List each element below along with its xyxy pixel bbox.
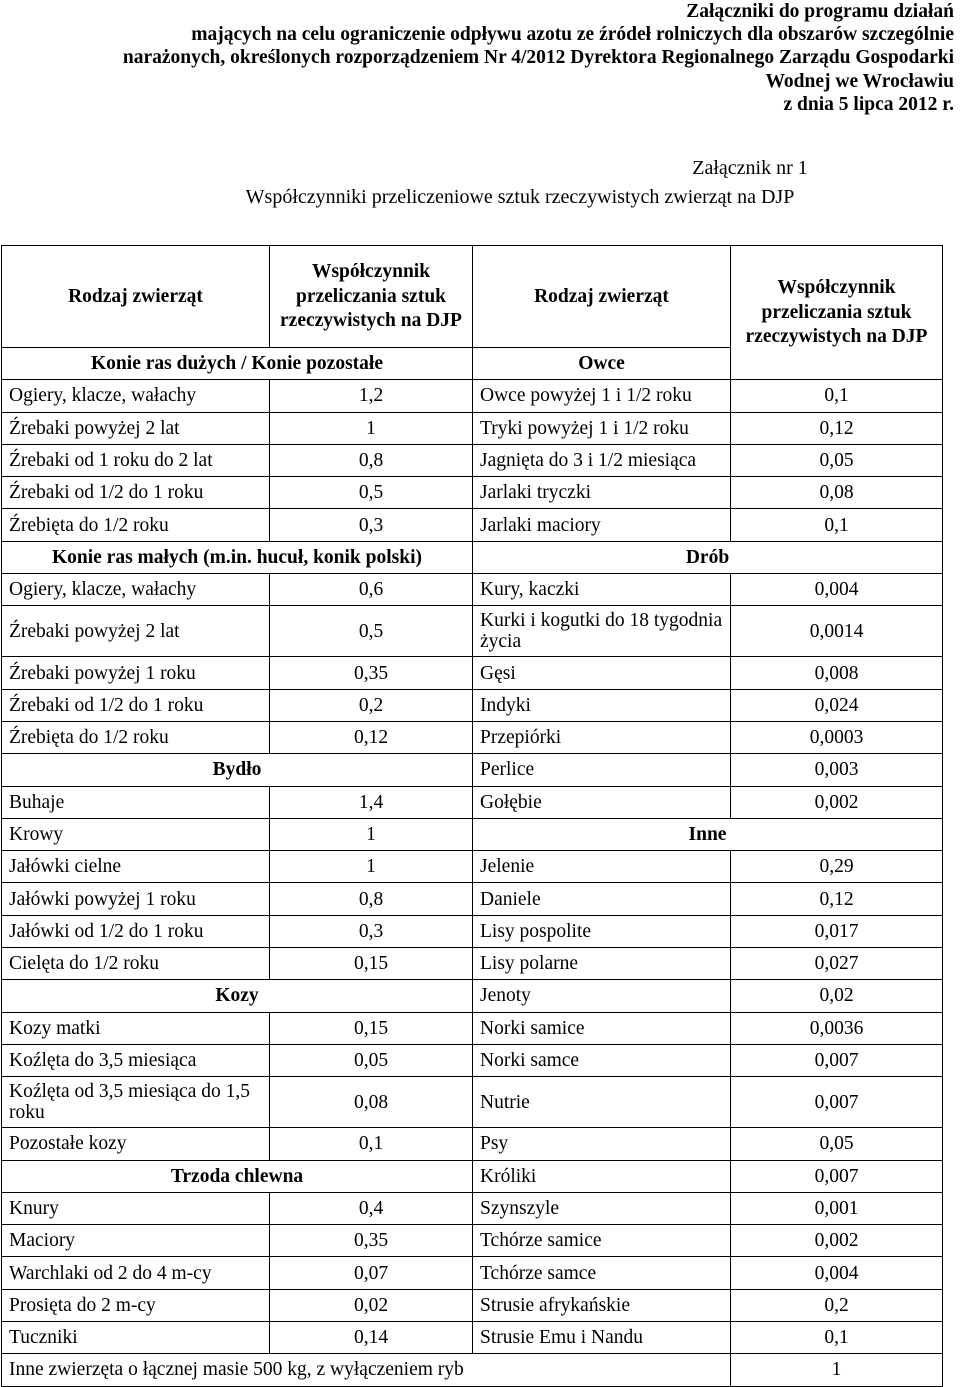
animal-name-left: Źrebaki od 1 roku do 2 lat: [2, 444, 270, 476]
table-row: [2, 477, 943, 509]
table-row: [2, 1044, 943, 1076]
coefficient-right: 0,1: [731, 380, 943, 412]
coefficient-left: 0,12: [270, 721, 473, 753]
header-line: narażonych, określonych rozporządzeniem Nr 4/2012 Dyrektora Regionalnego Zarządu Gospodarki: [122, 47, 954, 69]
table-row: [2, 948, 943, 980]
animal-name-right: Kury, kaczki: [473, 574, 731, 606]
coefficient-right: 0,008: [731, 657, 943, 689]
annex-number: Załącznik nr 1: [692, 157, 808, 179]
animal-name-right: Jarlaki maciory: [473, 509, 731, 541]
animal-name-left: Źrebaki od 1/2 do 1 roku: [2, 477, 270, 509]
animal-name-right: Perlice: [473, 754, 731, 786]
animal-name-left: Prosięta do 2 m-cy: [2, 1289, 270, 1321]
table-row: [2, 1160, 943, 1192]
animal-name-left: Kozy matki: [2, 1012, 270, 1044]
animal-name-right: Norki samce: [473, 1044, 731, 1076]
coefficient-right: 0,1: [731, 509, 943, 541]
animal-name-left: Źrebięta do 1/2 roku: [2, 509, 270, 541]
coefficient-left: 1: [270, 412, 473, 444]
table-row: [2, 980, 943, 1012]
coefficient-right: 0,0003: [731, 721, 943, 753]
coefficient-left: 0,07: [270, 1257, 473, 1289]
animal-name-right: Szynszyle: [473, 1192, 731, 1224]
section-heading-left: Trzoda chlewna: [2, 1160, 473, 1192]
coefficient-right: 0,29: [731, 851, 943, 883]
table-row: [2, 1289, 943, 1321]
coefficient-right: 0,027: [731, 948, 943, 980]
table-row: [2, 246, 943, 348]
animal-name-left: Źrebięta do 1/2 roku: [2, 721, 270, 753]
table-row: [2, 574, 943, 606]
col-header-animal-left: Rodzaj zwierząt: [2, 246, 270, 348]
animal-name-right: Lisy polarne: [473, 948, 731, 980]
coefficient-left: 1: [270, 851, 473, 883]
header-line: z dnia 5 lipca 2012 r.: [783, 93, 954, 115]
animal-name-left: Koźlęta do 3,5 miesiąca: [2, 1044, 270, 1076]
animal-name-left: Jałówki cielne: [2, 851, 270, 883]
animal-name-right: Norki samice: [473, 1012, 731, 1044]
animal-name-left: Maciory: [2, 1225, 270, 1257]
table-row: [2, 1257, 943, 1289]
animal-name-right: Gęsi: [473, 657, 731, 689]
table-row: [2, 1077, 943, 1128]
coefficient-right: 0,2: [731, 1289, 943, 1321]
coefficient-right: 0,007: [731, 1044, 943, 1076]
table-row: [2, 851, 943, 883]
table-row: [2, 1012, 943, 1044]
section-heading-left: Kozy: [2, 980, 473, 1012]
coefficient-right: 0,08: [731, 477, 943, 509]
coefficient-right: 0,024: [731, 689, 943, 721]
coefficient-left: 0,8: [270, 883, 473, 915]
animal-name-left: Warchlaki od 2 do 4 m-cy: [2, 1257, 270, 1289]
table-row: [2, 818, 943, 850]
table-row: [2, 380, 943, 412]
animal-name-right: Indyki: [473, 689, 731, 721]
coefficient-left: 0,1: [270, 1128, 473, 1160]
coefficient-left: 0,05: [270, 1044, 473, 1076]
coefficient-right: 0,007: [731, 1160, 943, 1192]
coefficient-left: 0,3: [270, 915, 473, 947]
header-line: mających na celu ograniczenie odpływu azotu ze źródeł rolniczych dla obszarów szczególnie: [191, 24, 954, 46]
animal-name-right: Jenoty: [473, 980, 731, 1012]
animal-name-left: Cielęta do 1/2 roku: [2, 948, 270, 980]
footer-label: Inne zwierzęta o łącznej masie 500 kg, z wyłączeniem ryb: [2, 1354, 731, 1386]
table-row: [2, 1128, 943, 1160]
coefficient-left: 0,15: [270, 948, 473, 980]
animal-name-left: Koźlęta od 3,5 miesiąca do 1,5 roku: [2, 1077, 270, 1128]
coefficient-left: 0,35: [270, 657, 473, 689]
table-row: [2, 509, 943, 541]
animal-name-left: Ogiery, klacze, wałachy: [2, 574, 270, 606]
animal-name-left: Knury: [2, 1192, 270, 1224]
coefficient-right: 0,002: [731, 1225, 943, 1257]
coefficient-right: 0,017: [731, 915, 943, 947]
animal-name-left: Jałówki od 1/2 do 1 roku: [2, 915, 270, 947]
animal-name-left: Ogiery, klacze, wałachy: [2, 380, 270, 412]
coefficient-right: 0,12: [731, 883, 943, 915]
coefficient-right: 0,004: [731, 574, 943, 606]
section-heading-left: Konie ras dużych / Konie pozostałe: [2, 348, 473, 380]
animal-name-right: Przepiórki: [473, 721, 731, 753]
coefficient-right: 0,02: [731, 980, 943, 1012]
animal-name-right: Jelenie: [473, 851, 731, 883]
animal-name-left: Źrebaki powyżej 1 roku: [2, 657, 270, 689]
animal-name-right: Owce powyżej 1 i 1/2 roku: [473, 380, 731, 412]
header-line: Załączniki do programu działań: [686, 1, 954, 22]
coefficient-right: 0,0036: [731, 1012, 943, 1044]
table-row: [2, 1354, 943, 1386]
djp-coefficient-table: [1, 245, 943, 1387]
coefficient-right: 0,05: [731, 444, 943, 476]
animal-name-right: Tchórze samce: [473, 1257, 731, 1289]
table-row: [2, 444, 943, 476]
table-row: [2, 915, 943, 947]
coefficient-right: 0,12: [731, 412, 943, 444]
coefficient-left: 0,14: [270, 1322, 473, 1354]
animal-name-right: Kurki i kogutki do 18 tygodnia życia: [473, 606, 731, 657]
table-row: [2, 754, 943, 786]
coefficient-left: 1: [270, 818, 473, 850]
animal-name-right: Strusie afrykańskie: [473, 1289, 731, 1321]
animal-name-right: Lisy pospolite: [473, 915, 731, 947]
footer-coefficient: 1: [731, 1354, 943, 1386]
animal-name-left: Jałówki powyżej 1 roku: [2, 883, 270, 915]
table-row: [2, 606, 943, 657]
col-header-coef-left: Współczynnik przeliczania sztuk rzeczywistych na DJP: [270, 246, 473, 348]
table-row: [2, 786, 943, 818]
annex-title: Współczynniki przeliczeniowe sztuk rzeczywistych zwierząt na DJP: [245, 186, 795, 208]
coefficient-left: 1,4: [270, 786, 473, 818]
table-row: [2, 541, 943, 573]
coefficient-left: 1,2: [270, 380, 473, 412]
coefficient-right: 0,003: [731, 754, 943, 786]
animal-name-right: Jarlaki tryczki: [473, 477, 731, 509]
col-header-animal-right: Rodzaj zwierząt: [473, 246, 731, 348]
coefficient-left: 0,4: [270, 1192, 473, 1224]
animal-name-right: Tryki powyżej 1 i 1/2 roku: [473, 412, 731, 444]
coefficient-right: 0,004: [731, 1257, 943, 1289]
coefficient-left: 0,8: [270, 444, 473, 476]
animal-name-right: Króliki: [473, 1160, 731, 1192]
coefficient-left: 0,5: [270, 606, 473, 657]
col-header-coef-right: Współczynnik przeliczania sztuk rzeczywistych na DJP: [731, 246, 943, 380]
table-row: [2, 1192, 943, 1224]
animal-name-left: Tuczniki: [2, 1322, 270, 1354]
header-line: Wodnej we Wrocławiu: [765, 70, 954, 92]
animal-name-right: Nutrie: [473, 1077, 731, 1128]
coefficient-left: 0,3: [270, 509, 473, 541]
animal-name-left: Pozostałe kozy: [2, 1128, 270, 1160]
section-heading-right: Inne: [473, 818, 943, 850]
section-heading-right: Owce: [473, 348, 731, 380]
coefficient-left: 0,08: [270, 1077, 473, 1128]
animal-name-right: Gołębie: [473, 786, 731, 818]
annex-heading: [0, 154, 960, 212]
table-row: [2, 721, 943, 753]
table-row: [2, 689, 943, 721]
coefficient-right: 0,1: [731, 1322, 943, 1354]
coefficient-left: 0,2: [270, 689, 473, 721]
table-row: [2, 657, 943, 689]
table-body: [2, 246, 943, 1387]
animal-name-right: Jagnięta do 3 i 1/2 miesiąca: [473, 444, 731, 476]
section-heading-left: Konie ras małych (m.in. hucuł, konik polski): [2, 541, 473, 573]
animal-name-right: Tchórze samice: [473, 1225, 731, 1257]
coefficient-right: 0,001: [731, 1192, 943, 1224]
coefficient-left: 0,02: [270, 1289, 473, 1321]
section-heading-left: Bydło: [2, 754, 473, 786]
animal-name-right: Daniele: [473, 883, 731, 915]
animal-name-left: Źrebaki od 1/2 do 1 roku: [2, 689, 270, 721]
coefficient-right: 0,002: [731, 786, 943, 818]
coefficient-right: 0,05: [731, 1128, 943, 1160]
animal-name-left: Buhaje: [2, 786, 270, 818]
coefficient-left: 0,15: [270, 1012, 473, 1044]
section-heading-right: Drób: [473, 541, 943, 573]
coefficient-left: 0,5: [270, 477, 473, 509]
animal-name-right: Psy: [473, 1128, 731, 1160]
coefficient-left: 0,35: [270, 1225, 473, 1257]
table-row: [2, 883, 943, 915]
coefficient-right: 0,007: [731, 1077, 943, 1128]
table-row: [2, 1225, 943, 1257]
document-header: [54, 0, 954, 116]
animal-name-left: Krowy: [2, 818, 270, 850]
coefficient-right: 0,0014: [731, 606, 943, 657]
coefficient-left: 0,6: [270, 574, 473, 606]
animal-name-left: Źrebaki powyżej 2 lat: [2, 412, 270, 444]
table-row: [2, 1322, 943, 1354]
animal-name-left: Źrebaki powyżej 2 lat: [2, 606, 270, 657]
animal-name-right: Strusie Emu i Nandu: [473, 1322, 731, 1354]
table-row: [2, 412, 943, 444]
